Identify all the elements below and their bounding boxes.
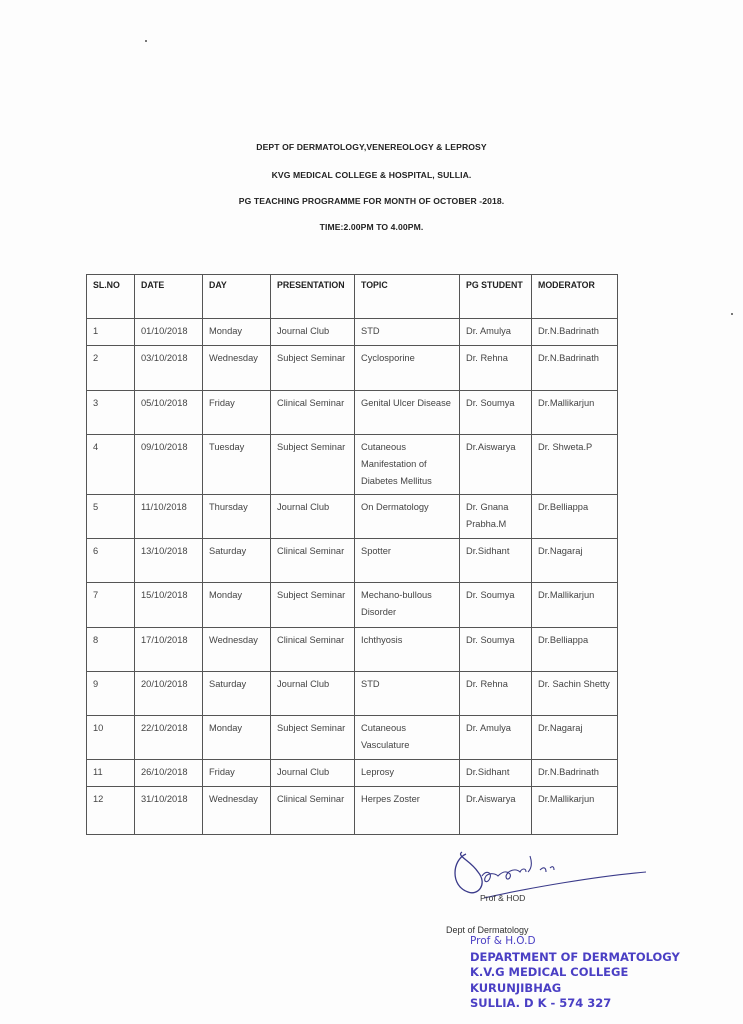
table-row: [87, 435, 618, 495]
cell-slno: 4: [87, 435, 135, 495]
cell-presentation: Clinical Seminar: [271, 391, 355, 435]
cell-presentation: Clinical Seminar: [271, 787, 355, 835]
column-header-date: DATE: [135, 275, 203, 319]
cell-pg-student: Dr. Soumya: [460, 583, 532, 628]
cell-moderator: Dr.Nagaraj: [532, 539, 618, 583]
column-header-moderator: MODERATOR: [532, 275, 618, 319]
cell-date: 13/10/2018: [135, 539, 203, 583]
cell-moderator: Dr.Belliappa: [532, 495, 618, 539]
cell-date: 15/10/2018: [135, 583, 203, 628]
cell-date: 09/10/2018: [135, 435, 203, 495]
cell-date: 20/10/2018: [135, 672, 203, 716]
cell-day: Saturday: [203, 539, 271, 583]
cell-moderator: Dr.Mallikarjun: [532, 391, 618, 435]
column-header-day: DAY: [203, 275, 271, 319]
cell-moderator: Dr.Belliappa: [532, 628, 618, 672]
signatory-title: Prof & HOD: [480, 893, 526, 903]
cell-day: Friday: [203, 760, 271, 787]
cell-pg-student: Dr. Gnana Prabha.M: [460, 495, 532, 539]
scan-speck: [145, 40, 147, 42]
scan-speck: [731, 313, 733, 315]
cell-day: Saturday: [203, 672, 271, 716]
table-row: [87, 672, 618, 716]
cell-slno: 5: [87, 495, 135, 539]
cell-pg-student: Dr. Soumya: [460, 628, 532, 672]
cell-topic: Herpes Zoster: [355, 787, 460, 835]
table-row: [87, 787, 618, 835]
table-row: [87, 716, 618, 760]
college-heading: KVG MEDICAL COLLEGE & HOSPITAL, SULLIA.: [271, 170, 472, 180]
cell-date: 11/10/2018: [135, 495, 203, 539]
cell-pg-student: Dr.Sidhant: [460, 539, 532, 583]
table-row: [87, 539, 618, 583]
cell-slno: 7: [87, 583, 135, 628]
cell-day: Thursday: [203, 495, 271, 539]
cell-presentation: Journal Club: [271, 672, 355, 716]
cell-topic: STD: [355, 319, 460, 346]
cell-presentation: Subject Seminar: [271, 346, 355, 391]
cell-moderator: Dr.N.Badrinath: [532, 319, 618, 346]
stamp-line: DEPARTMENT OF DERMATOLOGY: [470, 949, 680, 964]
table-header-row: [87, 275, 618, 319]
cell-pg-student: Dr. Rehna: [460, 672, 532, 716]
cell-moderator: Dr. Sachin Shetty: [532, 672, 618, 716]
cell-day: Friday: [203, 391, 271, 435]
table-row: [87, 346, 618, 391]
cell-date: 01/10/2018: [135, 319, 203, 346]
cell-date: 26/10/2018: [135, 760, 203, 787]
cell-slno: 6: [87, 539, 135, 583]
cell-moderator: Dr.Nagaraj: [532, 716, 618, 760]
cell-topic: STD: [355, 672, 460, 716]
cell-presentation: Clinical Seminar: [271, 628, 355, 672]
cell-topic: Mechano-bullous Disorder: [355, 583, 460, 628]
cell-presentation: Subject Seminar: [271, 435, 355, 495]
cell-slno: 2: [87, 346, 135, 391]
signature: [448, 846, 648, 906]
table-row: [87, 391, 618, 435]
stamp-line: K.V.G MEDICAL COLLEGE: [470, 965, 629, 979]
cell-day: Monday: [203, 319, 271, 346]
cell-day: Monday: [203, 716, 271, 760]
cell-date: 03/10/2018: [135, 346, 203, 391]
signatory-department: Dept of Dermatology: [446, 925, 529, 935]
time-heading: TIME:2.00PM TO 4.00PM.: [319, 222, 424, 232]
cell-pg-student: Dr. Amulya: [460, 319, 532, 346]
cell-slno: 8: [87, 628, 135, 672]
programme-heading: PG TEACHING PROGRAMME FOR MONTH OF OCTOBER -2018.: [238, 196, 505, 206]
cell-presentation: Clinical Seminar: [271, 539, 355, 583]
cell-topic: Spotter: [355, 539, 460, 583]
cell-moderator: Dr.Mallikarjun: [532, 583, 618, 628]
cell-slno: 10: [87, 716, 135, 760]
table-row: [87, 628, 618, 672]
cell-moderator: Dr.N.Badrinath: [532, 760, 618, 787]
cell-pg-student: Dr. Soumya: [460, 391, 532, 435]
cell-presentation: Journal Club: [271, 319, 355, 346]
table-body: [87, 319, 618, 835]
cell-topic: On Dermatology: [355, 495, 460, 539]
cell-pg-student: Dr. Amulya: [460, 716, 532, 760]
cell-topic: Cyclosporine: [355, 346, 460, 391]
table-row: [87, 495, 618, 539]
cell-day: Monday: [203, 583, 271, 628]
cell-pg-student: Dr.Sidhant: [460, 760, 532, 787]
cell-moderator: Dr.Mallikarjun: [532, 787, 618, 835]
cell-pg-student: Dr. Rehna: [460, 346, 532, 391]
column-header-presentation: PRESENTATION: [271, 275, 355, 319]
cell-slno: 11: [87, 760, 135, 787]
cell-date: 31/10/2018: [135, 787, 203, 835]
cell-topic: Leprosy: [355, 760, 460, 787]
cell-date: 17/10/2018: [135, 628, 203, 672]
cell-slno: 12: [87, 787, 135, 835]
cell-day: Wednesday: [203, 346, 271, 391]
table-row: [87, 583, 618, 628]
cell-day: Wednesday: [203, 628, 271, 672]
cell-topic: Cutaneous Manifestation of Diabetes Mellitus: [355, 435, 460, 495]
department-heading: DEPT OF DERMATOLOGY,VENEREOLOGY & LEPROSY: [256, 142, 487, 152]
cell-topic: Ichthyosis: [355, 628, 460, 672]
cell-pg-student: Dr.Aiswarya: [460, 787, 532, 835]
cell-presentation: Journal Club: [271, 495, 355, 539]
column-header-pg-student: PG STUDENT: [460, 275, 532, 319]
schedule-table: [86, 274, 618, 835]
cell-date: 05/10/2018: [135, 391, 203, 435]
official-stamp: [470, 934, 680, 1012]
table-row: [87, 760, 618, 787]
table-row: [87, 319, 618, 346]
column-header-slno: SL.NO: [87, 275, 135, 319]
cell-pg-student: Dr.Aiswarya: [460, 435, 532, 495]
cell-topic: Cutaneous Vasculature: [355, 716, 460, 760]
stamp-line: SULLIA. D K - 574 327: [470, 996, 612, 1010]
cell-slno: 9: [87, 672, 135, 716]
cell-presentation: Journal Club: [271, 760, 355, 787]
stamp-line: KURUNJIBHAG: [470, 980, 562, 995]
cell-day: Tuesday: [203, 435, 271, 495]
cell-moderator: Dr.N.Badrinath: [532, 346, 618, 391]
stamp-line: Prof & H.O.D: [470, 935, 536, 947]
cell-slno: 3: [87, 391, 135, 435]
cell-date: 22/10/2018: [135, 716, 203, 760]
cell-day: Wednesday: [203, 787, 271, 835]
cell-presentation: Subject Seminar: [271, 583, 355, 628]
cell-presentation: Subject Seminar: [271, 716, 355, 760]
column-header-topic: TOPIC: [355, 275, 460, 319]
cell-topic: Genital Ulcer Disease: [355, 391, 460, 435]
cell-slno: 1: [87, 319, 135, 346]
cell-moderator: Dr. Shweta.P: [532, 435, 618, 495]
